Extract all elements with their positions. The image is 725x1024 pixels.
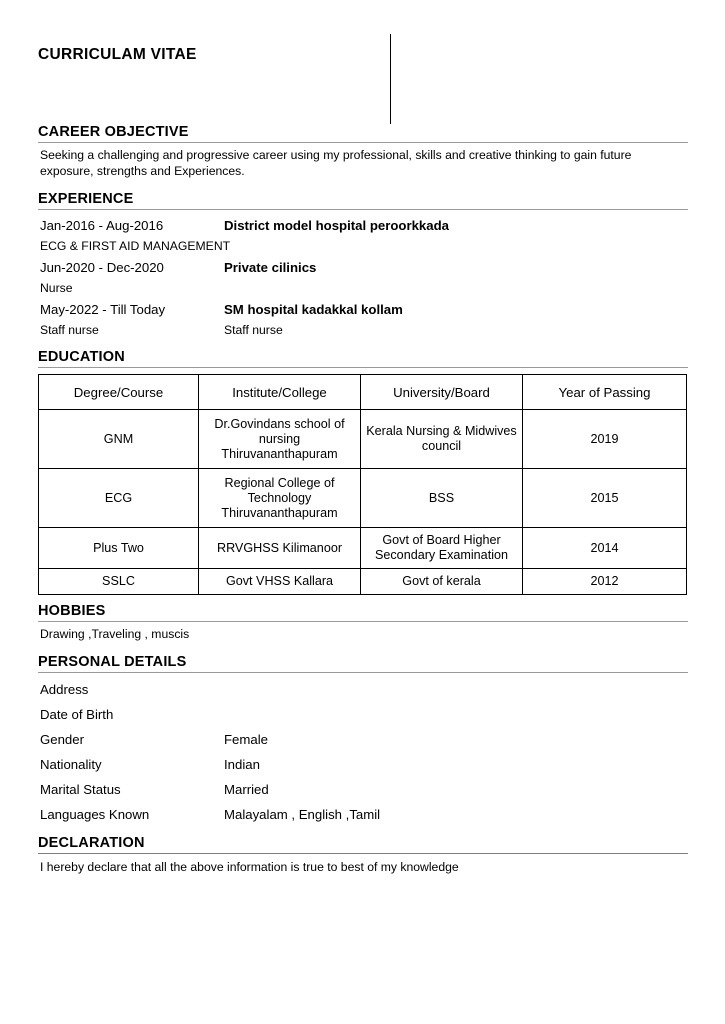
cell-degree: SSLC [39,569,199,595]
cell-university: BSS [361,469,523,528]
personal-detail-value: Indian [224,757,260,772]
column-header-year: Year of Passing [523,375,687,410]
cell-university: Govt of kerala [361,569,523,595]
cell-university: Govt of Board Higher Secondary Examination [361,528,523,569]
experience-detail: Nurse [40,281,73,295]
education-divider [38,367,688,368]
experience-detail-left: Staff nurse [40,323,99,337]
cell-year: 2015 [523,469,687,528]
personal-detail-row [38,727,688,752]
declaration-divider [38,853,688,854]
column-header-university: University/Board [361,375,523,410]
spacer [38,341,688,349]
career-objective-divider [38,142,688,143]
education-heading: EDUCATION [38,349,125,365]
experience-detail-row [38,321,688,339]
cell-degree: Plus Two [39,528,199,569]
cell-degree: GNM [39,410,199,469]
cell-institute: Govt VHSS Kallara [199,569,361,595]
personal-details-heading: PERSONAL DETAILS [38,654,187,670]
experience-detail-right: Staff nurse [224,323,283,337]
spacer [38,642,688,654]
personal-detail-label: Date of Birth [40,707,114,722]
spacer [38,179,688,191]
cell-year: 2014 [523,528,687,569]
cell-degree: ECG [39,469,199,528]
experience-dates: May-2022 - Till Today [40,302,166,317]
document-header [38,34,688,124]
section-personal-details [38,654,688,827]
section-hobbies [38,603,688,642]
spacer [38,595,688,603]
cell-year: 2012 [523,569,687,595]
personal-detail-value: Malayalam , English ,Tamil [224,807,381,822]
experience-detail: ECG & FIRST AID MANAGEMENT [40,239,231,253]
personal-detail-label: Languages Known [40,807,150,822]
hobbies-divider [38,621,688,622]
table-header-row [39,375,687,410]
experience-entry [38,258,688,277]
resume-content [38,34,688,874]
personal-detail-row [38,677,688,702]
personal-details-divider [38,672,688,673]
experience-organization: District model hospital peroorkkada [224,218,449,233]
declaration-heading: DECLARATION [38,835,145,851]
page-title: CURRICULAM VITAE [38,46,197,63]
personal-detail-label: Address [40,682,89,697]
column-header-institute: Institute/College [199,375,361,410]
header-vertical-divider [390,34,391,124]
experience-dates: Jun-2020 - Dec-2020 [40,260,164,275]
cell-institute: Regional College of Technology Thiruvananthapuram [199,469,361,528]
personal-detail-label: Gender [40,732,84,747]
hobbies-heading: HOBBIES [38,603,106,619]
cell-institute: RRVGHSS Kilimanoor [199,528,361,569]
table-row [39,469,687,528]
section-career-objective [38,124,688,179]
career-objective-text: Seeking a challenging and progressive career using my professional, skills and creative thinking to gain future exposure, strengths and Experiences. [40,148,632,178]
personal-detail-row [38,752,688,777]
education-table [38,374,687,595]
cell-university: Kerala Nursing & Midwives council [361,410,523,469]
personal-detail-value: Female [224,732,268,747]
career-objective-heading: CAREER OBJECTIVE [38,124,189,140]
table-row [39,569,687,595]
experience-dates: Jan-2016 - Aug-2016 [40,218,164,233]
cell-year: 2019 [523,410,687,469]
spacer [38,827,688,835]
personal-detail-row [38,702,688,727]
section-declaration [38,835,688,874]
experience-list [38,216,688,339]
experience-organization: SM hospital kadakkal kollam [224,302,403,317]
experience-organization: Private cilinics [224,260,317,275]
personal-detail-value: Married [224,782,269,797]
table-row [39,410,687,469]
experience-entry [38,216,688,235]
experience-heading: EXPERIENCE [38,191,134,207]
personal-detail-label: Marital Status [40,782,121,797]
personal-detail-row [38,777,688,802]
section-experience [38,191,688,339]
cell-institute: Dr.Govindans school of nursing Thiruvananthapuram [199,410,361,469]
personal-detail-row [38,802,688,827]
section-education [38,349,688,595]
experience-divider [38,209,688,210]
hobbies-text: Drawing ,Traveling , muscis [40,627,190,641]
experience-entry [38,300,688,319]
declaration-text: I hereby declare that all the above information is true to best of my knowledge [40,860,459,874]
column-header-degree: Degree/Course [39,375,199,410]
personal-detail-label: Nationality [40,757,102,772]
table-row [39,528,687,569]
